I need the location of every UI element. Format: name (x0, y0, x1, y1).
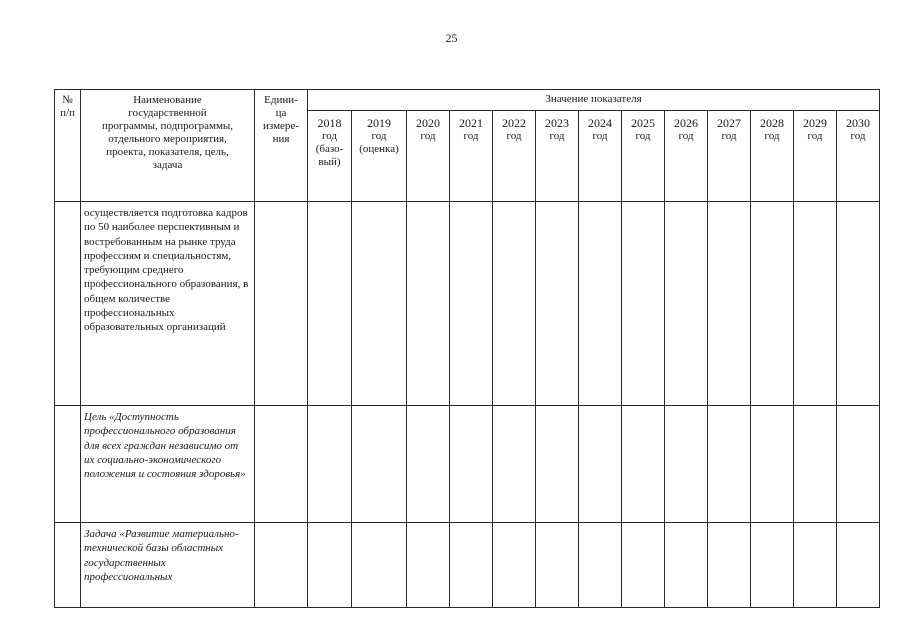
header-year: 2022 (502, 116, 526, 130)
row-value-cell (751, 406, 794, 523)
header-year-cell (308, 111, 352, 202)
header-year-cell (450, 111, 493, 202)
row-value-cell (579, 202, 622, 406)
header-year-note: год (721, 130, 737, 142)
row-value-cell (308, 523, 352, 608)
row-value-cell (837, 523, 880, 608)
header-year-cell (579, 111, 622, 202)
header-year-note: год (463, 130, 479, 142)
row-value-cell (352, 406, 407, 523)
row-value-cell (622, 202, 665, 406)
header-year: 2021 (459, 116, 483, 130)
header-year-note: год (764, 130, 780, 142)
table-row (55, 523, 880, 608)
header-year-note: год (506, 130, 522, 142)
row-value-cell (352, 202, 407, 406)
row-value-cell (308, 202, 352, 406)
row-value-cell (407, 202, 450, 406)
header-unit: Едини- ца измере- ния (255, 90, 308, 202)
row-value-cell (493, 523, 536, 608)
row-value-cell (536, 406, 579, 523)
row-value-cell (665, 202, 708, 406)
header-year-cell (751, 111, 794, 202)
row-num-cell (55, 523, 81, 608)
header-year-note: год (базо- вый) (315, 130, 344, 168)
row-value-cell (794, 523, 837, 608)
header-year: 2023 (545, 116, 569, 130)
header-name: Наименование государственной программы, подпрограммы, отдельного мероприятия, проекта, показателя, цель, задача (81, 90, 255, 202)
header-year-note: год (549, 130, 565, 142)
header-row-top (55, 90, 880, 111)
row-value-cell (450, 523, 493, 608)
row-value-cell (751, 202, 794, 406)
header-year-cell (407, 111, 450, 202)
row-value-cell (536, 202, 579, 406)
header-year-note: год (592, 130, 608, 142)
header-value-group: Значение показателя (308, 90, 880, 111)
row-value-cell (665, 523, 708, 608)
row-value-cell (450, 202, 493, 406)
header-year-cell (665, 111, 708, 202)
row-num-cell (55, 202, 81, 406)
header-year: 2027 (717, 116, 741, 130)
row-unit-cell (255, 523, 308, 608)
header-year: 2018 (317, 116, 342, 130)
row-unit-cell (255, 406, 308, 523)
header-year-note: год (635, 130, 651, 142)
row-value-cell (708, 523, 751, 608)
row-value-cell (751, 523, 794, 608)
row-value-cell (579, 406, 622, 523)
header-year: 2028 (760, 116, 784, 130)
header-year-note: год (807, 130, 823, 142)
header-year: 2019 (367, 116, 391, 130)
row-value-cell (622, 523, 665, 608)
header-year: 2029 (803, 116, 827, 130)
header-year-cell (708, 111, 751, 202)
row-value-cell (665, 406, 708, 523)
header-year-cell (622, 111, 665, 202)
row-value-cell (708, 202, 751, 406)
row-value-cell (493, 202, 536, 406)
header-year: 2024 (588, 116, 612, 130)
header-year: 2020 (416, 116, 440, 130)
header-year-cell (837, 111, 880, 202)
header-year: 2026 (674, 116, 698, 130)
row-value-cell (536, 523, 579, 608)
row-value-cell (493, 406, 536, 523)
row-value-cell (579, 523, 622, 608)
header-year-note: год (420, 130, 436, 142)
header-year-cell (536, 111, 579, 202)
row-unit-cell (255, 202, 308, 406)
header-year: 2030 (846, 116, 870, 130)
row-value-cell (407, 523, 450, 608)
header-year-cell (794, 111, 837, 202)
table-row (55, 202, 880, 406)
header-num: № п/п (55, 90, 81, 202)
row-value-cell (837, 202, 880, 406)
row-value-cell (352, 523, 407, 608)
header-year: 2025 (631, 116, 655, 130)
table-row (55, 406, 880, 523)
row-value-cell (837, 406, 880, 523)
row-value-cell (622, 406, 665, 523)
header-year-cell (352, 111, 407, 202)
row-name-cell: осуществляется подготовка кадров по 50 наиболее перспективным и востребованным на рынке труда профессиям и специальностям, требующим среднего профессионального образования, в общем количестве профессиональных образовательных организаций (81, 202, 255, 406)
row-value-cell (794, 406, 837, 523)
page-number: 25 (445, 31, 458, 45)
row-value-cell (708, 406, 751, 523)
header-year-note: год (678, 130, 694, 142)
header-year-note: год (оценка) (359, 130, 399, 155)
row-value-cell (450, 406, 493, 523)
row-value-cell (794, 202, 837, 406)
header-year-cell (493, 111, 536, 202)
row-num-cell (55, 406, 81, 523)
row-name-cell: Цель «Доступность профессионального образования для всех граждан независимо от их социально-экономического положения и состояния здоровья» (81, 406, 255, 523)
row-value-cell (407, 406, 450, 523)
header-year-note: год (850, 130, 866, 142)
row-value-cell (308, 406, 352, 523)
row-name-cell: Задача «Развитие материально-технической базы областных государственных профессиональных (81, 523, 255, 608)
indicators-table (54, 89, 880, 608)
